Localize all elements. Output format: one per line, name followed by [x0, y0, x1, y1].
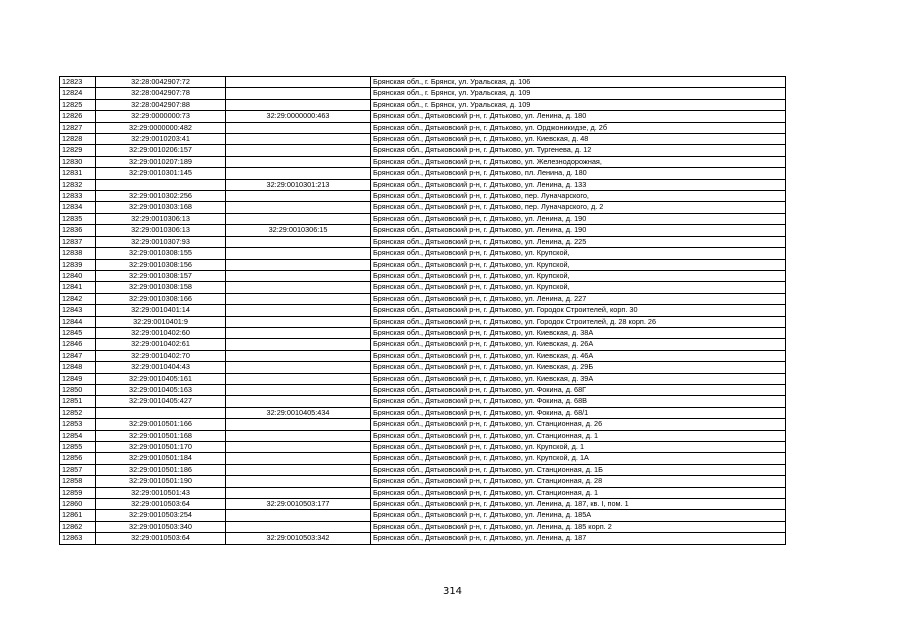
table-row — [60, 168, 786, 179]
related-cadastral-number-cell — [226, 156, 371, 167]
related-cadastral-number-cell: 32:29:0010301:213 — [226, 179, 371, 190]
table-row — [60, 327, 786, 338]
related-cadastral-number-cell — [226, 373, 371, 384]
related-cadastral-number-cell — [226, 259, 371, 270]
address-cell: Брянская обл., Дятьковский р-н, г. Дятьково, ул. Ленина, д. 187 — [371, 533, 786, 544]
related-cadastral-number-cell — [226, 248, 371, 259]
address-cell: Брянская обл., Дятьковский р-н, г. Дятьково, ул. Крупской, д. 1 — [371, 442, 786, 453]
cadastral-number-cell: 32:29:0010401:14 — [96, 305, 226, 316]
related-cadastral-number-cell — [226, 122, 371, 133]
address-cell: Брянская обл., Дятьковский р-н, г. Дятьково, ул. Ленина, д. 185 корп. 2 — [371, 521, 786, 532]
cadastral-number-cell: 32:29:0010206:157 — [96, 145, 226, 156]
row-number-cell: 12847 — [60, 350, 96, 361]
address-cell: Брянская обл., Дятьковский р-н, г. Дятьково, ул. Железнодорожная, — [371, 156, 786, 167]
table-row — [60, 225, 786, 236]
row-number-cell: 12857 — [60, 464, 96, 475]
row-number-cell: 12825 — [60, 99, 96, 110]
table-row — [60, 407, 786, 418]
address-cell: Брянская обл., Дятьковский р-н, г. Дятьково, ул. Киевская, д. 26А — [371, 339, 786, 350]
table-row — [60, 499, 786, 510]
address-cell: Брянская обл., Дятьковский р-н, г. Дятьково, ул. Киевская, д. 46А — [371, 350, 786, 361]
row-number-cell: 12859 — [60, 487, 96, 498]
related-cadastral-number-cell — [226, 396, 371, 407]
related-cadastral-number-cell — [226, 88, 371, 99]
row-number-cell: 12841 — [60, 282, 96, 293]
row-number-cell: 12853 — [60, 419, 96, 430]
address-cell: Брянская обл., Дятьковский р-н, г. Дятьково, пл. Ленина, д. 180 — [371, 168, 786, 179]
table-row — [60, 350, 786, 361]
related-cadastral-number-cell — [226, 202, 371, 213]
related-cadastral-number-cell — [226, 464, 371, 475]
cadastral-number-cell: 32:29:0010402:70 — [96, 350, 226, 361]
row-number-cell: 12827 — [60, 122, 96, 133]
table-row — [60, 191, 786, 202]
table-row — [60, 270, 786, 281]
table-row — [60, 510, 786, 521]
related-cadastral-number-cell: 32:29:0010405:434 — [226, 407, 371, 418]
related-cadastral-number-cell — [226, 487, 371, 498]
table-row — [60, 111, 786, 122]
cadastral-number-cell: 32:29:0010307:93 — [96, 236, 226, 247]
related-cadastral-number-cell: 32:29:0010503:342 — [226, 533, 371, 544]
table-row — [60, 339, 786, 350]
cadastral-number-cell: 32:29:0010203:41 — [96, 134, 226, 145]
cadastral-number-cell: 32:29:0010501:168 — [96, 430, 226, 441]
related-cadastral-number-cell — [226, 350, 371, 361]
cadastral-number-cell: 32:29:0010503:340 — [96, 521, 226, 532]
address-cell: Брянская обл., Дятьковский р-н, г. Дятьково, ул. Ленина, д. 227 — [371, 293, 786, 304]
address-cell: Брянская обл., Дятьковский р-н, г. Дятьково, ул. Станционная, д. 28 — [371, 476, 786, 487]
cadastral-number-cell: 32:29:0010308:157 — [96, 270, 226, 281]
table-row — [60, 202, 786, 213]
address-cell: Брянская обл., Дятьковский р-н, г. Дятьково, ул. Ленина, д. 187, кв. I, пом. 1 — [371, 499, 786, 510]
cadastral-number-cell: 32:29:0010405:427 — [96, 396, 226, 407]
address-cell: Брянская обл., Дятьковский р-н, г. Дятьково, пер. Луначарского, — [371, 191, 786, 202]
address-cell: Брянская обл., Дятьковский р-н, г. Дятьково, ул. Фокина, д. 68/1 — [371, 407, 786, 418]
table-row — [60, 236, 786, 247]
row-number-cell: 12861 — [60, 510, 96, 521]
related-cadastral-number-cell — [226, 282, 371, 293]
related-cadastral-number-cell — [226, 476, 371, 487]
related-cadastral-number-cell — [226, 419, 371, 430]
related-cadastral-number-cell — [226, 339, 371, 350]
cadastral-number-cell: 32:29:0010501:186 — [96, 464, 226, 475]
address-cell: Брянская обл., Дятьковский р-н, г. Дятьково, ул. Ленина, д. 133 — [371, 179, 786, 190]
cadastral-number-cell: 32:29:0010306:13 — [96, 213, 226, 224]
table-row — [60, 453, 786, 464]
related-cadastral-number-cell — [226, 430, 371, 441]
cadastral-number-cell: 32:28:0042907:88 — [96, 99, 226, 110]
table-body — [60, 77, 786, 545]
row-number-cell: 12837 — [60, 236, 96, 247]
table-row — [60, 442, 786, 453]
address-cell: Брянская обл., Дятьковский р-н, г. Дятьково, ул. Крупской, — [371, 282, 786, 293]
table-row — [60, 248, 786, 259]
table-row — [60, 282, 786, 293]
cadastral-number-cell: 32:29:0010308:166 — [96, 293, 226, 304]
row-number-cell: 12830 — [60, 156, 96, 167]
table-row — [60, 293, 786, 304]
address-cell: Брянская обл., Дятьковский р-н, г. Дятьково, ул. Ленина, д. 190 — [371, 225, 786, 236]
cadastral-number-cell — [96, 179, 226, 190]
row-number-cell: 12834 — [60, 202, 96, 213]
related-cadastral-number-cell: 32:29:0000000:463 — [226, 111, 371, 122]
cadastral-number-cell: 32:29:0010405:163 — [96, 384, 226, 395]
address-cell: Брянская обл., Дятьковский р-н, г. Дятьково, ул. Киевская, д. 48 — [371, 134, 786, 145]
row-number-cell: 12832 — [60, 179, 96, 190]
row-number-cell: 12833 — [60, 191, 96, 202]
related-cadastral-number-cell — [226, 442, 371, 453]
cadastral-number-cell: 32:29:0010405:161 — [96, 373, 226, 384]
related-cadastral-number-cell — [226, 77, 371, 88]
address-cell: Брянская обл., Дятьковский р-н, г. Дятьково, ул. Городок Строителей, д. 28 корп. 26 — [371, 316, 786, 327]
table-row — [60, 464, 786, 475]
cadastral-number-cell: 32:29:0010503:64 — [96, 499, 226, 510]
address-cell: Брянская обл., Дятьковский р-н, г. Дятьково, ул. Фокина, д. 68В — [371, 396, 786, 407]
cadastral-number-cell: 32:29:0010501:170 — [96, 442, 226, 453]
table-row — [60, 487, 786, 498]
row-number-cell: 12858 — [60, 476, 96, 487]
table-row — [60, 259, 786, 270]
row-number-cell: 12854 — [60, 430, 96, 441]
row-number-cell: 12838 — [60, 248, 96, 259]
cadastral-number-cell: 32:29:0010303:168 — [96, 202, 226, 213]
table-row — [60, 88, 786, 99]
table-row — [60, 396, 786, 407]
cadastral-number-cell: 32:29:0010501:184 — [96, 453, 226, 464]
row-number-cell: 12852 — [60, 407, 96, 418]
cadastral-number-cell: 32:29:0010503:64 — [96, 533, 226, 544]
table-row — [60, 430, 786, 441]
related-cadastral-number-cell — [226, 191, 371, 202]
row-number-cell: 12843 — [60, 305, 96, 316]
related-cadastral-number-cell: 32:29:0010306:15 — [226, 225, 371, 236]
row-number-cell: 12862 — [60, 521, 96, 532]
address-cell: Брянская обл., г. Брянск, ул. Уральская, д. 109 — [371, 99, 786, 110]
table-row — [60, 179, 786, 190]
address-cell: Брянская обл., Дятьковский р-н, г. Дятьково, ул. Фокина, д. 68Г — [371, 384, 786, 395]
address-cell: Брянская обл., Дятьковский р-н, г. Дятьково, ул. Ленина, д. 225 — [371, 236, 786, 247]
row-number-cell: 12835 — [60, 213, 96, 224]
related-cadastral-number-cell — [226, 362, 371, 373]
table-row — [60, 419, 786, 430]
row-number-cell: 12849 — [60, 373, 96, 384]
table-row — [60, 145, 786, 156]
row-number-cell: 12855 — [60, 442, 96, 453]
row-number-cell: 12828 — [60, 134, 96, 145]
related-cadastral-number-cell — [226, 270, 371, 281]
address-cell: Брянская обл., Дятьковский р-н, г. Дятьково, ул. Ленина, д. 185А — [371, 510, 786, 521]
cadastral-number-cell — [96, 407, 226, 418]
page-number: 314 — [442, 586, 463, 597]
cadastral-number-cell: 32:29:0010308:155 — [96, 248, 226, 259]
table-row — [60, 384, 786, 395]
row-number-cell: 12842 — [60, 293, 96, 304]
table-row — [60, 476, 786, 487]
cadastral-number-cell: 32:28:0042907:72 — [96, 77, 226, 88]
address-cell: Брянская обл., Дятьковский р-н, г. Дятьково, ул. Ленина, д. 190 — [371, 213, 786, 224]
row-number-cell: 12844 — [60, 316, 96, 327]
cadastral-number-cell: 32:29:0010207:189 — [96, 156, 226, 167]
related-cadastral-number-cell — [226, 236, 371, 247]
cadastral-number-cell: 32:29:0010308:158 — [96, 282, 226, 293]
related-cadastral-number-cell — [226, 316, 371, 327]
address-cell: Брянская обл., Дятьковский р-н, г. Дятьково, ул. Крупской, — [371, 270, 786, 281]
table-row — [60, 77, 786, 88]
cadastral-number-cell: 32:29:0010501:166 — [96, 419, 226, 430]
row-number-cell: 12823 — [60, 77, 96, 88]
table-row — [60, 122, 786, 133]
row-number-cell: 12863 — [60, 533, 96, 544]
address-cell: Брянская обл., Дятьковский р-н, г. Дятьково, ул. Орджоникидзе, д. 2б — [371, 122, 786, 133]
row-number-cell: 12824 — [60, 88, 96, 99]
cadastral-number-cell: 32:29:0010404:43 — [96, 362, 226, 373]
table-row — [60, 521, 786, 532]
table-row — [60, 533, 786, 544]
cadastral-number-cell: 32:29:0010503:254 — [96, 510, 226, 521]
address-cell: Брянская обл., Дятьковский р-н, г. Дятьково, ул. Крупской, д. 1А — [371, 453, 786, 464]
related-cadastral-number-cell — [226, 510, 371, 521]
address-cell: Брянская обл., Дятьковский р-н, г. Дятьково, ул. Тургенева, д. 12 — [371, 145, 786, 156]
related-cadastral-number-cell: 32:29:0010503:177 — [226, 499, 371, 510]
row-number-cell: 12829 — [60, 145, 96, 156]
address-cell: Брянская обл., Дятьковский р-н, г. Дятьково, ул. Крупской, — [371, 248, 786, 259]
cadastral-number-cell: 32:28:0042907:78 — [96, 88, 226, 99]
cadastral-number-cell: 32:29:0010401:9 — [96, 316, 226, 327]
row-number-cell: 12846 — [60, 339, 96, 350]
related-cadastral-number-cell — [226, 384, 371, 395]
address-cell: Брянская обл., Дятьковский р-н, г. Дятьково, ул. Ленина, д. 180 — [371, 111, 786, 122]
related-cadastral-number-cell — [226, 521, 371, 532]
table-row — [60, 99, 786, 110]
row-number-cell: 12845 — [60, 327, 96, 338]
row-number-cell: 12840 — [60, 270, 96, 281]
related-cadastral-number-cell — [226, 134, 371, 145]
address-cell: Брянская обл., Дятьковский р-н, г. Дятьково, ул. Станционная, д. 26 — [371, 419, 786, 430]
cadastral-number-cell: 32:29:0010402:61 — [96, 339, 226, 350]
table-row — [60, 213, 786, 224]
table-row — [60, 305, 786, 316]
row-number-cell: 12850 — [60, 384, 96, 395]
row-number-cell: 12831 — [60, 168, 96, 179]
address-cell: Брянская обл., Дятьковский р-н, г. Дятьково, ул. Станционная, д. 1 — [371, 487, 786, 498]
table-row — [60, 373, 786, 384]
related-cadastral-number-cell — [226, 213, 371, 224]
cadastral-number-cell: 32:29:0010306:13 — [96, 225, 226, 236]
row-number-cell: 12826 — [60, 111, 96, 122]
related-cadastral-number-cell — [226, 293, 371, 304]
cadastral-number-cell: 32:29:0010302:256 — [96, 191, 226, 202]
related-cadastral-number-cell — [226, 305, 371, 316]
row-number-cell: 12856 — [60, 453, 96, 464]
table-row — [60, 134, 786, 145]
related-cadastral-number-cell — [226, 327, 371, 338]
row-number-cell: 12839 — [60, 259, 96, 270]
related-cadastral-number-cell — [226, 168, 371, 179]
address-cell: Брянская обл., Дятьковский р-н, г. Дятьково, ул. Станционная, д. 1Б — [371, 464, 786, 475]
related-cadastral-number-cell — [226, 99, 371, 110]
row-number-cell: 12836 — [60, 225, 96, 236]
address-cell: Брянская обл., Дятьковский р-н, г. Дятьково, ул. Киевская, д. 29Б — [371, 362, 786, 373]
address-cell: Брянская обл., Дятьковский р-н, г. Дятьково, пер. Луначарского, д. 2 — [371, 202, 786, 213]
address-cell: Брянская обл., Дятьковский р-н, г. Дятьково, ул. Станционная, д. 1 — [371, 430, 786, 441]
table-row — [60, 362, 786, 373]
related-cadastral-number-cell — [226, 453, 371, 464]
address-cell: Брянская обл., г. Брянск, ул. Уральская, д. 109 — [371, 88, 786, 99]
cadastral-number-cell: 32:29:0010501:43 — [96, 487, 226, 498]
row-number-cell: 12848 — [60, 362, 96, 373]
row-number-cell: 12851 — [60, 396, 96, 407]
cadastral-number-cell: 32:29:0010308:156 — [96, 259, 226, 270]
related-cadastral-number-cell — [226, 145, 371, 156]
address-cell: Брянская обл., Дятьковский р-н, г. Дятьково, ул. Крупской, — [371, 259, 786, 270]
cadastral-table — [59, 76, 786, 545]
cadastral-number-cell: 32:29:0010501:190 — [96, 476, 226, 487]
address-cell: Брянская обл., Дятьковский р-н, г. Дятьково, ул. Киевская, д. 39А — [371, 373, 786, 384]
table-row — [60, 316, 786, 327]
cadastral-number-cell: 32:29:0010402:60 — [96, 327, 226, 338]
address-cell: Брянская обл., Дятьковский р-н, г. Дятьково, ул. Городок Строителей, корп. 30 — [371, 305, 786, 316]
cadastral-number-cell: 32:29:0000000:73 — [96, 111, 226, 122]
table-row — [60, 156, 786, 167]
cadastral-number-cell: 32:29:0000000:482 — [96, 122, 226, 133]
cadastral-number-cell: 32:29:0010301:145 — [96, 168, 226, 179]
address-cell: Брянская обл., Дятьковский р-н, г. Дятьково, ул. Киевская, д. 38А — [371, 327, 786, 338]
address-cell: Брянская обл., г. Брянск, ул. Уральская, д. 106 — [371, 77, 786, 88]
row-number-cell: 12860 — [60, 499, 96, 510]
